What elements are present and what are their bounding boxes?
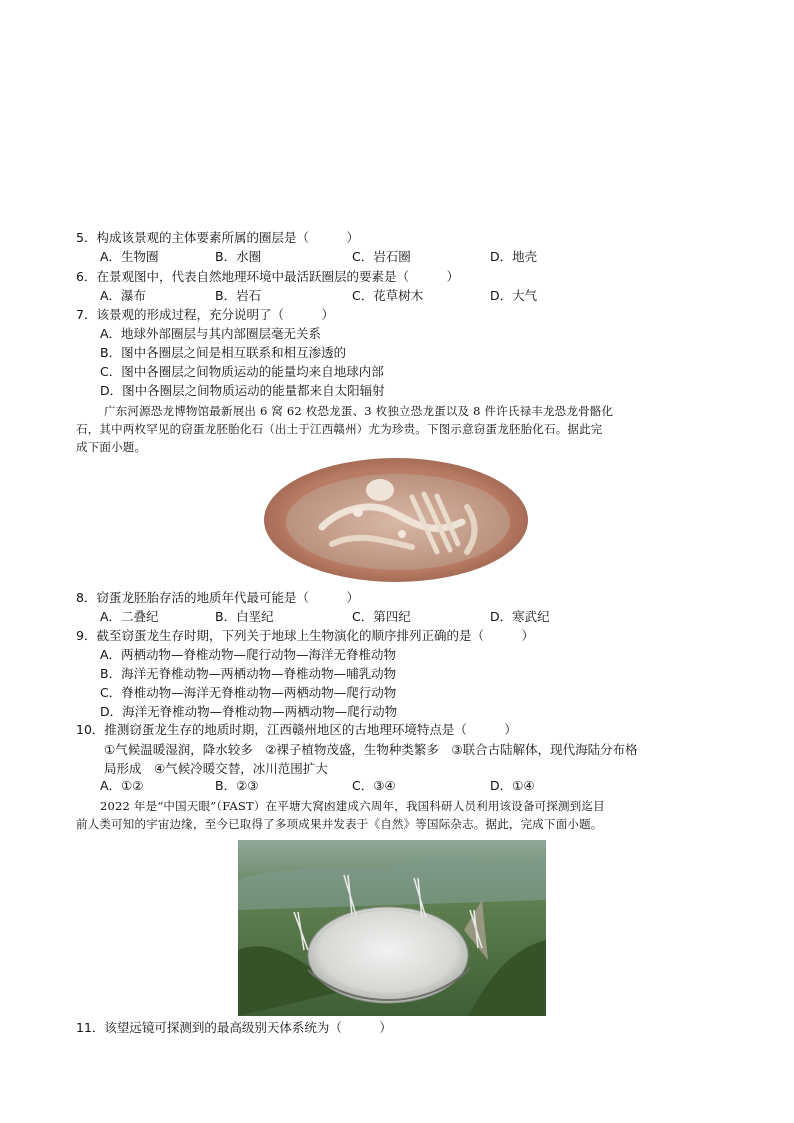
q10-option-b: B．②③ (215, 778, 259, 793)
q10-option-a: A．①② (100, 778, 144, 793)
q5-options (0, 248, 794, 266)
q5-option-c: C．岩石圈 (352, 249, 411, 264)
q9-stem: 9．截至窃蛋龙生存时期，下列关于地球上生物演化的顺序排列正确的是（ ） (76, 628, 534, 643)
q10-statements-line1: ①气候温暖湿润，降水较多 ②裸子植物茂盛，生物种类繁多 ③联合古陆解体，现代海陆分布格 (104, 742, 638, 757)
q8-options (0, 608, 794, 626)
q9-option-c: C．脊椎动物—海洋无脊椎动物—两栖动物—爬行动物 (100, 685, 397, 700)
q5-option-d: D．地壳 (490, 249, 538, 264)
q6-option-a: A．瀑布 (100, 288, 147, 303)
q10-option-d: D．①④ (490, 778, 535, 793)
fast-telescope-image (238, 840, 546, 1016)
passage1-line2: 石，其中两枚罕见的窃蛋龙胚胎化石（出土于江西赣州）尤为珍贵。下图示意窃蛋龙胚胎化石。据此完 (76, 422, 603, 436)
q5-stem: 5．构成该景观的主体要素所属的圈层是（ ） (76, 230, 359, 245)
q7-stem: 7．该景观的形成过程，充分说明了（ ） (76, 307, 334, 322)
q7-option-a: A．地球外部圈层与其内部圈层毫无关系 (100, 326, 322, 341)
oviraptor-embryo-fossil-image (262, 452, 530, 584)
q9-option-a: A．两栖动物—脊椎动物—爬行动物—海洋无脊椎动物 (100, 647, 397, 662)
q8-option-b: B．白垩纪 (215, 609, 274, 624)
q6-options (0, 287, 794, 305)
q7-option-c: C．图中各圈层之间物质运动的能量均来自地球内部 (100, 364, 384, 379)
q5-option-b: B．水圈 (215, 249, 262, 264)
q5-option-a: A．生物圈 (100, 249, 159, 264)
q7-option-b: B．图中各圈层之间是相互联系和相互渗透的 (100, 345, 347, 360)
passage2-line2: 前人类可知的宇宙边缘，至今已取得了多项成果并发表于《自然》等国际杂志。据此，完成下面小题。 (76, 817, 603, 831)
q8-stem: 8．窃蛋龙胚胎存活的地质年代最可能是（ ） (76, 590, 359, 605)
q10-options (0, 777, 794, 795)
q8-option-d: D．寒武纪 (490, 609, 550, 624)
q6-stem: 6．在景观图中，代表自然地理环境中最活跃圈层的要素是（ ） (76, 269, 459, 284)
q7-option-d: D．图中各圈层之间物质运动的能量都来自太阳辐射 (100, 383, 385, 398)
q10-option-c: C．③④ (352, 778, 396, 793)
q6-option-d: D．大气 (490, 288, 538, 303)
q10-stem: 10．推测窃蛋龙生存的地质时期，江西赣州地区的古地理环境特点是（ ） (76, 722, 517, 737)
passage2-line1: 2022 年是“中国天眼”（FAST）在平塘大窝凼建成六周年，我国科研人员利用该设备可探测到迄目 (100, 799, 605, 813)
q6-option-c: C．花草树木 (352, 288, 424, 303)
q6-option-b: B．岩石 (215, 288, 262, 303)
q9-option-b: B．海洋无脊椎动物—两栖动物—脊椎动物—哺乳动物 (100, 666, 397, 681)
q11-stem: 11．该望远镜可探测到的最高级别天体系统为（ ） (76, 1020, 392, 1035)
q8-option-c: C．第四纪 (352, 609, 411, 624)
passage1-line3: 成下面小题。 (76, 440, 147, 454)
q10-statements-line2: 局形成 ④气候冷暖交替，冰川范围扩大 (104, 761, 328, 776)
q9-option-d: D．海洋无脊椎动物—脊椎动物—两栖动物—爬行动物 (100, 704, 398, 719)
fast-telescope-drawing (238, 840, 546, 1016)
q8-option-a: A．二叠纪 (100, 609, 159, 624)
fossil-egg-drawing (262, 452, 530, 584)
passage1-line1: 广东河源恐龙博物馆最新展出 6 窝 62 枚恐龙蛋、3 枚独立恐龙蛋以及 8 件许氏禄丰龙恐龙骨骼化 (104, 404, 614, 418)
